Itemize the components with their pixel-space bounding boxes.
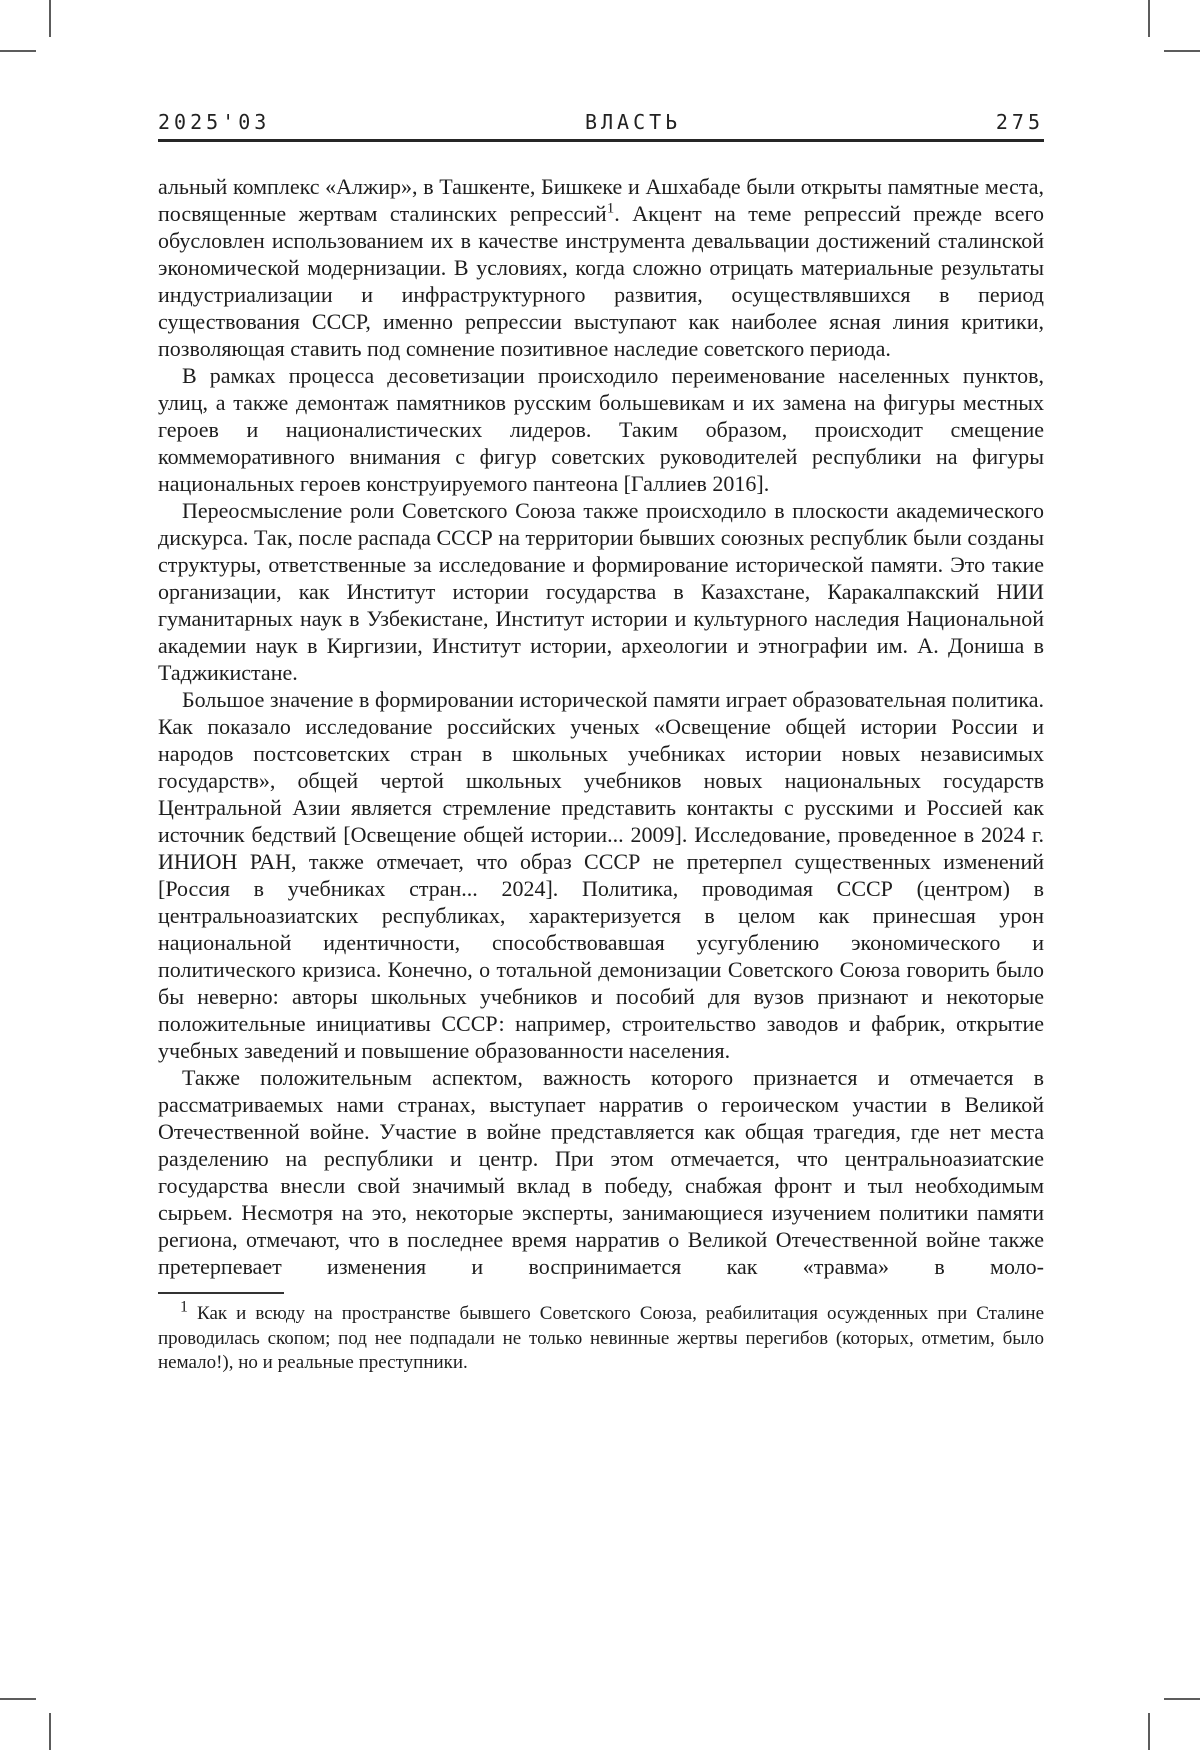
crop-mark-bottom-left-vertical xyxy=(49,1713,51,1750)
crop-mark-bottom-left-horizontal xyxy=(0,1698,36,1700)
header-issue: 2025'03 xyxy=(158,110,271,134)
paragraph: Также положительным аспектом, важность которого признается и отмечается в рассматриваемых нами странах, выступает нарратив о героическом участии в Великой Отечественной войне. Участие в войне представляется как общая трагедия, где нет места разделению на республики и центр. При этом отмечается, что центральноазиатские государства внесли свой значимый вклад в победу, снабжая фронт и тыл необходимым сырьем. Несмотря на это, некоторые эксперты, занимающиеся изучением политики памяти региона, отмечают, что в последнее время нарратив о Великой Отечественной войне также претерпевает изменения и воспринимается как «травма» в моло- xyxy=(158,1065,1044,1279)
header-page-number: 275 xyxy=(995,110,1044,134)
paragraph xyxy=(158,173,1044,362)
crop-mark-top-right-vertical xyxy=(1148,0,1150,37)
running-header xyxy=(158,110,1044,134)
paragraph: Переосмысление роли Советского Союза также происходило в плоскости академического дискурса. Так, после распада СССР на территории бывших союзных республик были созданы структуры, ответственные за исследование и формирование исторической памяти. Это такие организации, как Институт истории государства в Казахстане, Каракалпакский НИИ гуманитарных наук в Узбекистане, Институт истории и культурного наследия Национальной академии наук в Киргизии, Институт истории, археологии и этнографии им. А. Дониша в Таджикистане. xyxy=(158,498,1044,685)
crop-mark-bottom-right-horizontal xyxy=(1164,1698,1200,1700)
page-content xyxy=(158,110,1044,1376)
footnote xyxy=(158,1298,1044,1376)
crop-mark-top-left-vertical xyxy=(49,0,51,37)
footnote-marker: 1 xyxy=(180,1298,188,1316)
crop-mark-top-left-horizontal xyxy=(0,50,36,52)
crop-mark-bottom-right-vertical xyxy=(1148,1713,1150,1750)
footnote-reference: 1 xyxy=(606,200,615,217)
crop-mark-top-right-horizontal xyxy=(1164,50,1200,52)
paragraph-text: . Акцент на теме репрессий прежде всего обусловлен использованием их в качестве инструмента девальвации достижений сталинской экономической модернизации. В условиях, когда сложно отрицать материальные результаты индустриализации и инфраструктурного развития, осуществлявшихся в период существования СССР, именно репрессии выступают как наиболее ясная линия критики, позволяющая ставить под сомнение позитивное наследие советского периода. xyxy=(158,201,1045,361)
header-rule xyxy=(158,139,1044,142)
header-journal-title: ВЛАСТЬ xyxy=(584,110,682,134)
footnote-separator-rule xyxy=(158,1292,284,1294)
article-body xyxy=(158,173,1044,1280)
paragraph: Большое значение в формировании исторической памяти играет образовательная политика. Как показало исследование российских ученых «Освещение общей истории России и народов постсоветских стран в школьных учебниках истории новых независимых государств», общей чертой школьных учебников новых национальных государств Центральной Азии является стремление представить контакты с русскими и Россией как источник бедствий [Освещение общей истории... 2009]. Исследование, проведенное в 2024 г. ИНИОН РАН, также отмечает, что образ СССР не претерпел существенных изменений [Россия в учебниках стран... 2024]. Политика, проводимая СССР (центром) в центральноазиатских республиках, характеризуется в целом как принесшая урон национальной идентичности, способствовавшая усугублению экономического и политического кризиса. Конечно, о тотальной демонизации Советского Союза говорить было бы неверно: авторы школьных учебников и пособий для вузов признают и некоторые положительные инициативы СССР: например, строительство заводов и фабрик, открытие учебных заведений и повышение образованности населения. xyxy=(158,687,1044,1063)
paragraph: В рамках процесса десоветизации происходило переименование населенных пунктов, улиц, а также демонтаж памятников русским большевикам и их замена на фигуры местных героев и националистических лидеров. Таким образом, происходит смещение коммеморативного внимания с фигур советских руководителей республики на фигуры национальных героев конструируемого пантеона [Галлиев 2016]. xyxy=(158,363,1044,496)
paragraph-text: альный комплекс «Алжир», в Ташкенте, Бишкеке и Ашхабаде были открыты памятные места, посвященные жертвам сталинских репрессий xyxy=(158,174,1044,226)
footnote-text: Как и всюду на пространстве бывшего Советского Союза, реабилитация осужденных при Сталине проводилась скопом; под нее подпадали не только невинные жертвы перегибов (которых, отметим, было немало!), но и реальные преступники. xyxy=(158,1303,1044,1373)
